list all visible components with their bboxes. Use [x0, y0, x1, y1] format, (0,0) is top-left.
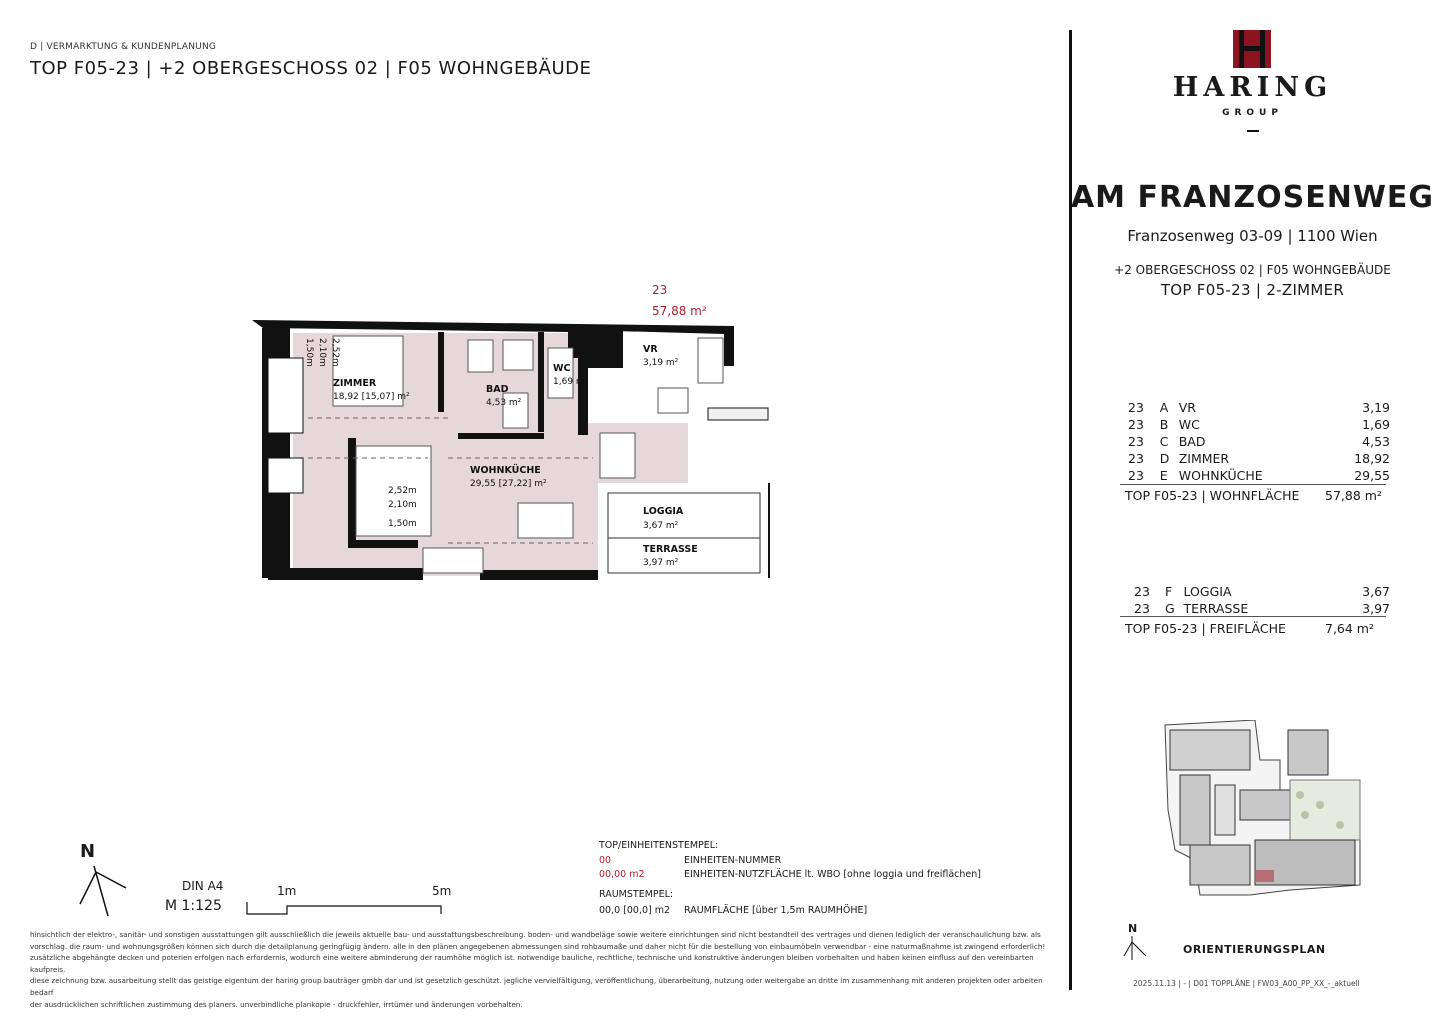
legend-desc-2: EINHEITEN-NUTZFLÄCHE lt. WBO [ohne loggia und freiflächen] [684, 869, 981, 880]
disclaimer-line: hinsichtlich der elektro-, sanitär- und sonstigen ausstattungen gilt ausschließlich die jeweils aktuelle bau- und ausstattungsbeschreibung. boden- und wandbeläge sowie weitere einrichtungen sind nicht bestandteil des vertrages und dienen lediglich der veranschaulichung bzw. als [30, 930, 1041, 939]
room-row [1134, 583, 1390, 600]
legend-code-2: 00,00 m2 [599, 869, 645, 880]
north-label: N [80, 841, 96, 862]
vr-area: 3,19 m² [643, 358, 679, 368]
project-name: AM FRANZOSENWEG [1070, 180, 1435, 215]
wc-area: 1,69 m² [553, 377, 589, 387]
room-row [1128, 399, 1390, 416]
room-area: 1,69 [1362, 417, 1390, 432]
wohnkueche-area: 29,55 [27,22] m² [470, 479, 547, 489]
wohnflaeche-row [1120, 484, 1386, 503]
room-code: E [1159, 468, 1168, 483]
legend-code-3: 00,0 [00,0] m2 [599, 905, 671, 916]
freiflaeche-row [1120, 616, 1386, 636]
vr-label: VR [643, 344, 658, 355]
legend-code-1: 00 [599, 855, 612, 866]
room-code: A [1159, 400, 1169, 415]
room-name: WC [1178, 417, 1200, 432]
disclaimer [30, 929, 1060, 1010]
project-unit: TOP F05-23 | 2-ZIMMER [1160, 281, 1345, 299]
department-label: D | VERMARKTUNG & KUNDENPLANUNG [30, 42, 217, 52]
disclaimer-line: der ausdrücklichen schriftlichen zustimmung des planers. unverbindliche plankopie - druckfehler, irrtümer und änderungen vorbehalten. [30, 999, 523, 1009]
orientation-map [1160, 720, 1365, 900]
room-row [1128, 450, 1390, 467]
loggia-area: 3,67 m² [643, 521, 679, 531]
orientation-label: ORIENTIERUNGSPLAN [1183, 943, 1326, 956]
wohnflaeche-value: 57,88 m² [1325, 488, 1382, 503]
room-row [1128, 467, 1390, 484]
zimmer-label: ZIMMER [333, 378, 377, 389]
zimmer-area: 18,92 [15,07] m² [333, 392, 410, 402]
terrasse-label: TERRASSE [643, 544, 698, 555]
unit-area: 57,88 m² [652, 304, 707, 318]
legend-desc-3: RAUMFLÄCHE [über 1,5m RAUMHÖHE] [684, 905, 868, 916]
room-top: 23 [1128, 400, 1144, 415]
height-label-6: 1,50m [304, 338, 314, 367]
height-label-4: 2,52m [330, 338, 340, 367]
room-area: 3,97 [1362, 601, 1390, 616]
room-area: 4,53 [1362, 434, 1390, 449]
scale-tick-5m: 5m [432, 884, 452, 898]
height-label-2: 2,10m [388, 500, 417, 510]
height-label-3: 1,50m [388, 519, 417, 529]
wc-label: WC [553, 363, 571, 374]
scale-ratio: M 1:125 [165, 898, 222, 914]
freiflaeche-label: TOP F05-23 | FREIFLÄCHE [1125, 621, 1286, 636]
logo-group: GROUP [1222, 108, 1283, 118]
room-top: 23 [1128, 417, 1144, 432]
room-top: 23 [1128, 468, 1144, 483]
orientation-north-label: N [1128, 922, 1138, 935]
room-top: 23 [1134, 601, 1150, 616]
unit-number: 23 [652, 283, 668, 297]
room-top: 23 [1128, 434, 1144, 449]
room-area: 29,55 [1354, 468, 1390, 483]
room-top: 23 [1134, 584, 1150, 599]
north-arrow-icon [78, 864, 130, 918]
page-title: TOP F05-23 | +2 OBERGESCHOSS 02 | F05 WOHNGEBÄUDE [30, 58, 592, 79]
logo-name: HARING [1172, 72, 1333, 103]
project-address: Franzosenweg 03-09 | 1100 Wien [1127, 227, 1378, 245]
room-area: 18,92 [1354, 451, 1390, 466]
outdoor-table [1134, 583, 1390, 617]
room-name: LOGGIA [1183, 584, 1232, 599]
room-top: 23 [1128, 451, 1144, 466]
scale-bar [245, 900, 445, 920]
disclaimer-line: vorschlag. die raum- und wohnungsgrößen können sich durch die detailplanung geringfügig ändern. alle in den plänen angegebenen abmessungen sind rohbaumaße und daher nicht für die bestellung von einbaumöbeln verwendbar - eine naturmaßnahme ist zwingend erforderlich! [30, 941, 1046, 951]
room-code: C [1159, 434, 1169, 449]
room-name: ZIMMER [1178, 451, 1230, 466]
disclaimer-line: zusätzliche abgehängte decken und poterien erfolgen nach erfordernis, wodurch eine weitere abminderung der raumhöhe möglich ist. notwendige bauliche, rechtliche, technische und konstruktive änderungen bleiben vorbehalten und haben keinen einfluss auf den vereinbarten kaufpreis. [30, 953, 1034, 974]
room-row [1128, 416, 1390, 433]
wohnkueche-label: WOHNKÜCHE [470, 465, 541, 476]
room-code: D [1159, 451, 1170, 466]
room-table [1128, 399, 1390, 484]
project-floor: +2 OBERGESCHOSS 02 | F05 WOHNGEBÄUDE [1114, 263, 1391, 277]
legend-stamp-title: TOP/EINHEITENSTEMPEL: [599, 840, 719, 851]
paper-size: DIN A4 [182, 879, 224, 893]
legend-desc-1: EINHEITEN-NUMMER [684, 855, 782, 866]
freiflaeche-value: 7,64 m² [1325, 621, 1374, 636]
room-code: B [1159, 417, 1169, 432]
bad-label: BAD [486, 384, 509, 395]
bad-area: 4,53 m² [486, 398, 522, 408]
floor-plan [248, 318, 778, 594]
haring-logo-mark [1233, 30, 1271, 68]
divider-line [1069, 30, 1072, 990]
room-area: 3,19 [1362, 400, 1390, 415]
room-area: 3,67 [1362, 584, 1390, 599]
room-code: G [1164, 601, 1175, 616]
legend-room-title: RAUMSTEMPEL: [599, 889, 674, 900]
room-name: VR [1178, 400, 1196, 415]
room-name: BAD [1178, 434, 1206, 449]
orientation-north-icon [1122, 934, 1152, 962]
disclaimer-line: diese zeichnung bzw. ausarbeitung stellt das geistige eigentum der haring group bauträger gmbh dar und ist gesetzlich geschützt. jegliche vervielfältigung, veröffentlichung, überarbeitung, nutzung oder weitergabe an dritte im zusammenhang mit anderen projekten oder arbeiten bedarf [30, 976, 1043, 997]
height-label-5: 2,10m [317, 338, 327, 367]
footer-code: 2025.11.13 | - | D01 TOPPLÄNE | FW03_A00_PP_XX_-_aktuell [1133, 979, 1360, 988]
room-row [1134, 600, 1390, 617]
height-label-1: 2,52m [388, 486, 417, 496]
terrasse-area: 3,97 m² [643, 558, 679, 568]
scale-tick-1m: 1m [277, 884, 297, 898]
room-code: F [1164, 584, 1173, 599]
room-name: WOHNKÜCHE [1178, 468, 1263, 483]
room-name: TERRASSE [1183, 601, 1249, 616]
room-row [1128, 433, 1390, 450]
loggia-label: LOGGIA [643, 506, 684, 517]
wohnflaeche-label: TOP F05-23 | WOHNFLÄCHE [1125, 488, 1300, 503]
logo-dash [1247, 130, 1259, 132]
